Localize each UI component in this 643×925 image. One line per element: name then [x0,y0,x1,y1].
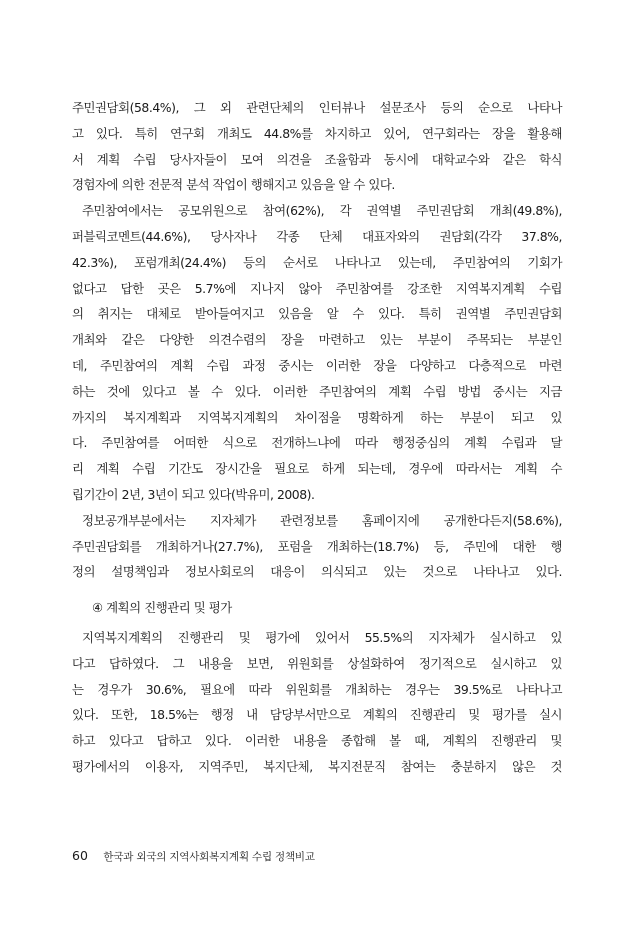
text-line: 리 계획 수립 기간도 장시간을 필요로 하게 되는데, 경우에 따라서는 계획 수 [72,461,562,477]
text-line: 다. 주민참여를 어떠한 식으로 전개하느냐에 따라 행정중심의 계획 수립과 달 [72,435,562,451]
text-line: 경험자에 의한 전문적 분석 작업이 행해지고 있음을 알 수 있다. [72,177,395,193]
text-line: 까지의 복지계획과 지역복지계획의 차이점을 명확하게 하는 부분이 되고 있 [72,409,562,425]
text-line: 주민권담회(58.4%), 그 외 관련단체의 인터뷰나 설문조사 등의 순으로 나타나 [72,100,562,115]
running-title: 한국과 외국의 지역사회복지계획 수립 정책비교 [103,851,315,863]
paragraph-consultation [72,95,562,198]
paragraph-progress-management [72,625,562,780]
paragraph-information-disclosure [72,508,562,585]
text-line: 정보공개부분에서는 지자체가 관련정보를 홈페이지에 공개한다든지(58.6%), [82,512,562,528]
text-line: 없다고 답한 곳은 5.7%에 지나지 않아 주민참여를 강조한 지역복지계획 수립 [72,280,562,296]
text-line: 개최와 같은 다양한 의견수렴의 장을 마련하고 있는 부분이 주목되는 부분인 [72,332,562,348]
text-line: 42.3%), 포럼개최(24.4%) 등의 순서로 나타나고 있는데, 주민참여의 기회가 [72,254,562,270]
text-line: 있다. 또한, 18.5%는 행정 내 담당부서만으로 계획의 진행관리 및 평가를 실시 [72,707,562,723]
text-line: 하고 있다고 답하고 있다. 이러한 내용을 종합해 볼 때, 계획의 진행관리 및 [72,733,562,749]
paragraph-resident-participation [72,198,562,508]
section-heading: ④ 계획의 진행관리 및 평가 [92,600,232,616]
text-line: 하는 것에 있다고 볼 수 있다. 이러한 주민참여의 계획 수립 방법 중시는 지금 [72,383,562,399]
body-text [72,95,562,780]
page-number: 60 [72,848,88,863]
text-line: 지역복지계획의 진행관리 및 평가에 있어서 55.5%의 지자체가 실시하고 있 [82,629,562,645]
text-line: 정의 설명책임과 정보사회로의 대응이 의식되고 있는 것으로 나타나고 있다. [72,564,562,580]
text-line: 퍼블릭코멘트(44.6%), 당사자나 각종 단체 대표자와의 권담회(각각 37.8%, [72,228,562,244]
text-line: 서 계획 수립 당사자들이 모여 의견을 조율함과 동시에 대학교수와 같은 학식 [72,151,562,167]
text-line: 의 취지는 대체로 받아들여지고 있음을 알 수 있다. 특히 권역별 주민권담회 [72,306,562,322]
text-line: 는 경우가 30.6%, 필요에 따라 위원회를 개최하는 경우는 39.5%로 나타나고 [72,681,562,697]
text-line: 다고 답하였다. 그 내용을 보면, 위원회를 상설화하여 정기적으로 실시하고 있 [72,655,562,671]
text-line: 주민참여에서는 공모위원으로 참여(62%), 각 권역별 주민권담회 개최(49.8%), [82,203,562,219]
text-line: 데, 주민참여의 계획 수립 과정 중시는 이러한 장을 다양하고 다층적으로 마련 [72,357,562,373]
text-line: 주민권담회를 개최하거나(27.7%), 포럼을 개최하는(18.7%) 등, 주민에 대한 행 [72,538,562,554]
text-line: 고 있다. 특히 연구회 개최도 44.8%를 차지하고 있어, 연구회라는 장을 활용해 [72,125,562,141]
text-line: 립기간이 2년, 3년이 되고 있다(박유미, 2008). [72,486,315,502]
page-footer [72,848,315,865]
text-line: 평가에서의 이용자, 지역주민, 복지단체, 복지전문직 참여는 충분하지 않은 것 [72,758,562,774]
